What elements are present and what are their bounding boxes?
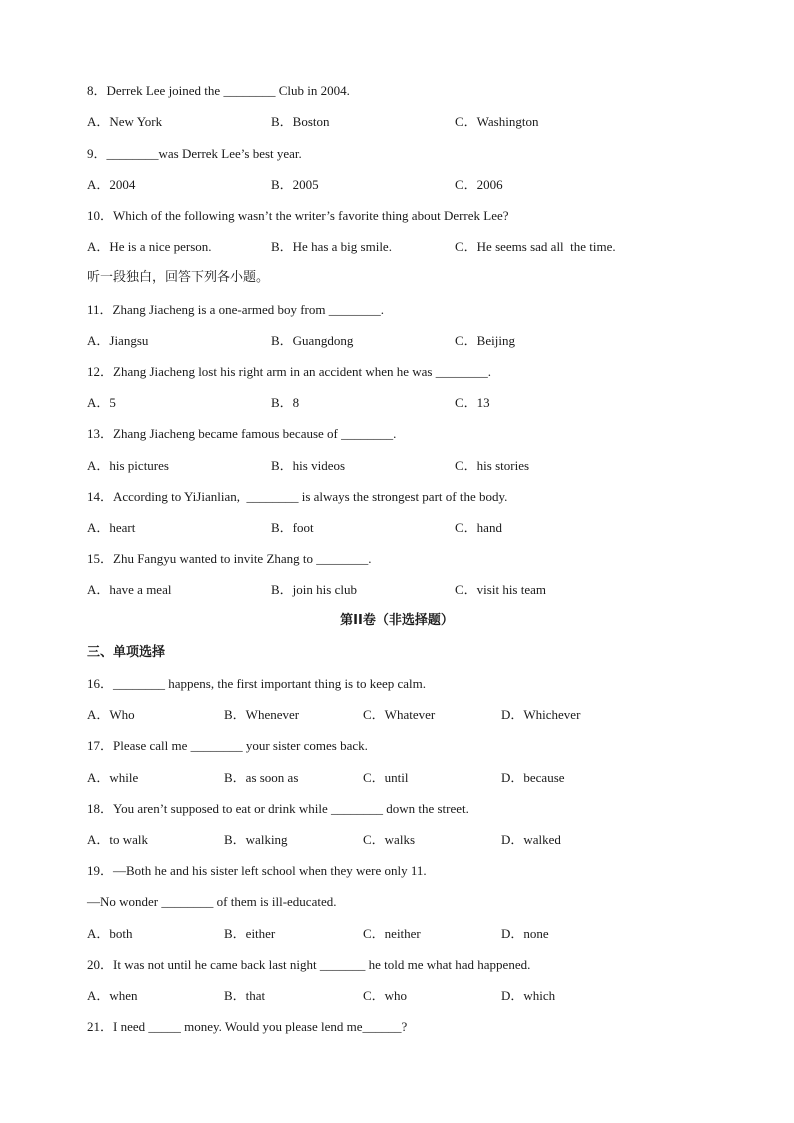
question-11-option-b: B．Guangdong bbox=[271, 333, 354, 348]
question-18-option-a: A．to walk bbox=[87, 832, 149, 847]
question-11-option-c: C．Beijing bbox=[455, 333, 515, 348]
question-17-option-b: B．as soon as bbox=[224, 770, 299, 785]
question-10-option-b: B．He has a big smile. bbox=[271, 239, 392, 254]
question-17-stem: 17．Please call me ________ your sister comes back. bbox=[87, 738, 368, 753]
question-13-option-c: C．his stories bbox=[455, 458, 530, 473]
question-14-option-b: B．foot bbox=[271, 520, 314, 535]
question-16-option-b: B．Whenever bbox=[224, 707, 300, 722]
part-2-title: 第II卷（非选择题） bbox=[340, 613, 454, 628]
question-16-option-a: A．Who bbox=[87, 707, 135, 722]
question-18-option-b: B．walking bbox=[224, 832, 288, 847]
question-16-option-d: D．Whichever bbox=[501, 707, 581, 722]
question-18-stem: 18．You aren’t supposed to eat or drink while ________ down the street. bbox=[87, 801, 469, 816]
question-20-option-d: D．which bbox=[501, 988, 556, 1003]
question-11-option-a: A．Jiangsu bbox=[87, 333, 149, 348]
question-19-option-d: D．none bbox=[501, 926, 549, 941]
question-14-option-a: A．heart bbox=[87, 520, 136, 535]
question-18-option-c: C．walks bbox=[363, 832, 416, 847]
question-12-option-c: C．13 bbox=[455, 395, 490, 410]
question-9-stem: 9．________was Derrek Lee’s best year. bbox=[87, 146, 302, 161]
question-10-option-a: A．He is a nice person. bbox=[87, 239, 212, 254]
question-15-option-b: B．join his club bbox=[271, 582, 357, 597]
question-12-stem: 12．Zhang Jiacheng lost his right arm in an accident when he was ________. bbox=[87, 364, 491, 379]
question-12-option-a: A．5 bbox=[87, 395, 116, 410]
question-21-stem: 21．I need _____ money. Would you please lend me______? bbox=[87, 1019, 408, 1034]
question-8-option-c: C．Washington bbox=[455, 114, 539, 129]
question-19-option-c: C．neither bbox=[363, 926, 421, 941]
question-13-option-b: B．his videos bbox=[271, 458, 346, 473]
question-20-stem: 20．It was not until he came back last night _______ he told me what had happened. bbox=[87, 957, 531, 972]
question-11-stem: 11．Zhang Jiacheng is a one-armed boy from ________. bbox=[87, 302, 385, 317]
question-14-stem: 14．According to YiJianlian, ________ is always the strongest part of the body. bbox=[87, 489, 508, 504]
question-13-stem: 13．Zhang Jiacheng became famous because of ________. bbox=[87, 426, 397, 441]
question-9-option-c: C．2006 bbox=[455, 177, 503, 192]
question-8-stem: 8．Derrek Lee joined the ________ Club in 2004. bbox=[87, 83, 350, 98]
question-10-option-c: C．He seems sad all the time. bbox=[455, 239, 616, 254]
question-19-stem-continued: —No wonder ________ of them is ill-educated. bbox=[87, 894, 337, 909]
question-13-option-a: A．his pictures bbox=[87, 458, 169, 473]
question-12-option-b: B．8 bbox=[271, 395, 300, 410]
question-19-stem: 19．—Both he and his sister left school when they were only 11. bbox=[87, 863, 427, 878]
question-9-option-b: B．2005 bbox=[271, 177, 319, 192]
question-18-option-d: D．walked bbox=[501, 832, 561, 847]
question-19-option-b: B．either bbox=[224, 926, 276, 941]
question-10-stem: 10．Which of the following wasn’t the writer’s favorite thing about Derrek Lee? bbox=[87, 208, 509, 223]
question-16-stem: 16．________ happens, the first important thing is to keep calm. bbox=[87, 676, 427, 691]
question-15-option-c: C．visit his team bbox=[455, 582, 547, 597]
question-9-option-a: A．2004 bbox=[87, 177, 136, 192]
question-17-option-c: C．until bbox=[363, 770, 409, 785]
listening-instruction: 听一段独白，回答下列各小题。 bbox=[87, 270, 270, 285]
question-20-option-b: B．that bbox=[224, 988, 266, 1003]
question-15-option-a: A．have a meal bbox=[87, 582, 172, 597]
question-19-option-a: A．both bbox=[87, 926, 133, 941]
question-17-option-d: D．because bbox=[501, 770, 565, 785]
question-20-option-a: A．when bbox=[87, 988, 138, 1003]
question-15-stem: 15．Zhu Fangyu wanted to invite Zhang to ________. bbox=[87, 551, 372, 566]
question-16-option-c: C．Whatever bbox=[363, 707, 436, 722]
question-8-option-a: A．New York bbox=[87, 114, 163, 129]
question-8-option-b: B．Boston bbox=[271, 114, 330, 129]
section-3-title: 三、单项选择 bbox=[87, 645, 166, 660]
question-14-option-c: C．hand bbox=[455, 520, 502, 535]
question-20-option-c: C．who bbox=[363, 988, 408, 1003]
question-17-option-a: A．while bbox=[87, 770, 139, 785]
